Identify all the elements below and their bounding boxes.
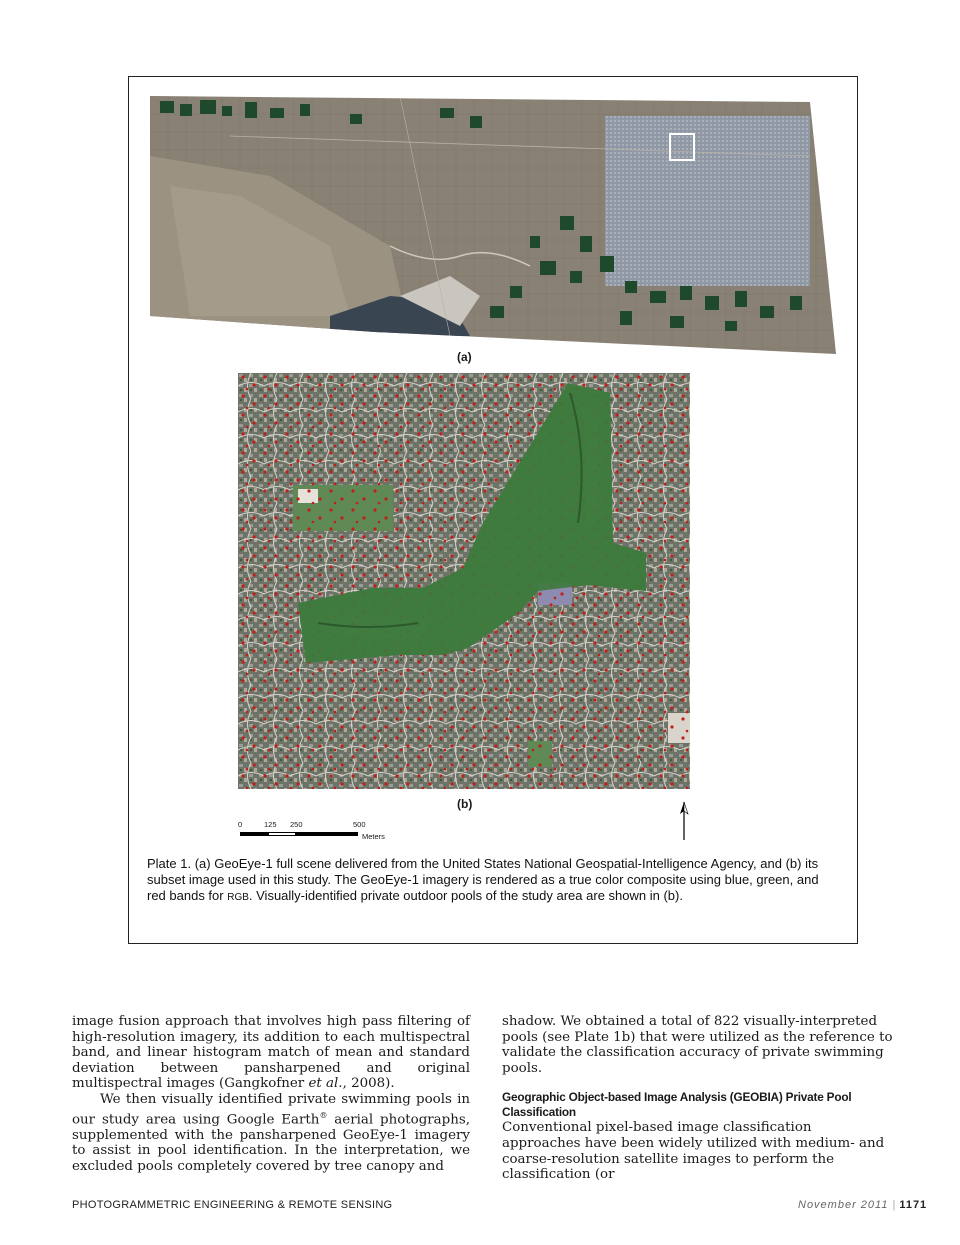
- satellite-image-subset: [238, 373, 690, 789]
- caption-prefix: Plate 1.: [147, 856, 192, 871]
- scale-tick-0: 0: [238, 820, 243, 829]
- panel-a-label: (a): [457, 350, 472, 364]
- figure-caption: [147, 856, 837, 906]
- caption-text: (a) GeoEye-1 full scene delivered from the United States National Geospatial-Intelligence Agency, and (b) its subset image used in this study. The GeoEye-1 imagery is rendered as a true color composite using blue, green, and red bands for: [147, 856, 819, 903]
- scale-segment-3: [296, 832, 358, 836]
- et-al-text: et al.: [308, 1076, 343, 1092]
- caption-text-end: . Visually-identified private outdoor pools of the study area are shown in (b).: [248, 888, 683, 903]
- right-paragraph-1: shadow. We obtained a total of 822 visually-interpreted pools (see Plate 1b) that were utilized as the reference to validate the classification accuracy of private swimming pools.: [502, 1014, 893, 1076]
- page-number: 1171: [899, 1199, 928, 1211]
- scale-tick-125: 125: [264, 820, 277, 829]
- scale-segment-2: [268, 832, 296, 836]
- scale-segment-1: [240, 832, 268, 836]
- section-heading: Geographic Object-based Image Analysis (GEOBIA) Private Pool Classification: [502, 1090, 852, 1120]
- right-column: [502, 1014, 894, 1183]
- right-paragraph-2: Conventional pixel-based image classification approaches have been widely utilized with medium- and coarse-resolution satellite images to perform the classification (or: [502, 1120, 885, 1183]
- scale-bar: [238, 820, 408, 844]
- caption-rgb: RGB: [227, 892, 249, 903]
- issue-date: November 2011: [798, 1199, 889, 1211]
- left-column: [72, 1014, 470, 1174]
- scale-tick-250: 250: [290, 820, 303, 829]
- page-info: November 2011 | 1171: [798, 1199, 928, 1211]
- scale-tick-500: 500: [353, 820, 366, 829]
- left-paragraph-2: We then visually identified private swimming pools in our study area using Google Earth® aerial photographs, supplemented with the pansharpened GeoEye-1 imagery to assist in pool identification. In the interpretation, we excluded pools completely covered by tree canopy and: [72, 1091, 470, 1174]
- panel-b-label: (b): [457, 797, 473, 811]
- journal-title: PHOTOGRAMMETRIC ENGINEERING & REMOTE SENSING: [72, 1199, 393, 1211]
- north-arrow-icon: [678, 800, 690, 842]
- scale-unit: Meters: [362, 832, 385, 841]
- satellite-image-full-scene: [150, 96, 836, 356]
- left-paragraph-1: image fusion approach that involves high pass filtering of high-resolution imagery, its addition to each multispectral band, and linear histogram match of mean and standard deviation between pansharpened and original multispectral images (Gangkofner et al., 2008).: [72, 1014, 470, 1092]
- registered-mark: ®: [319, 1110, 328, 1120]
